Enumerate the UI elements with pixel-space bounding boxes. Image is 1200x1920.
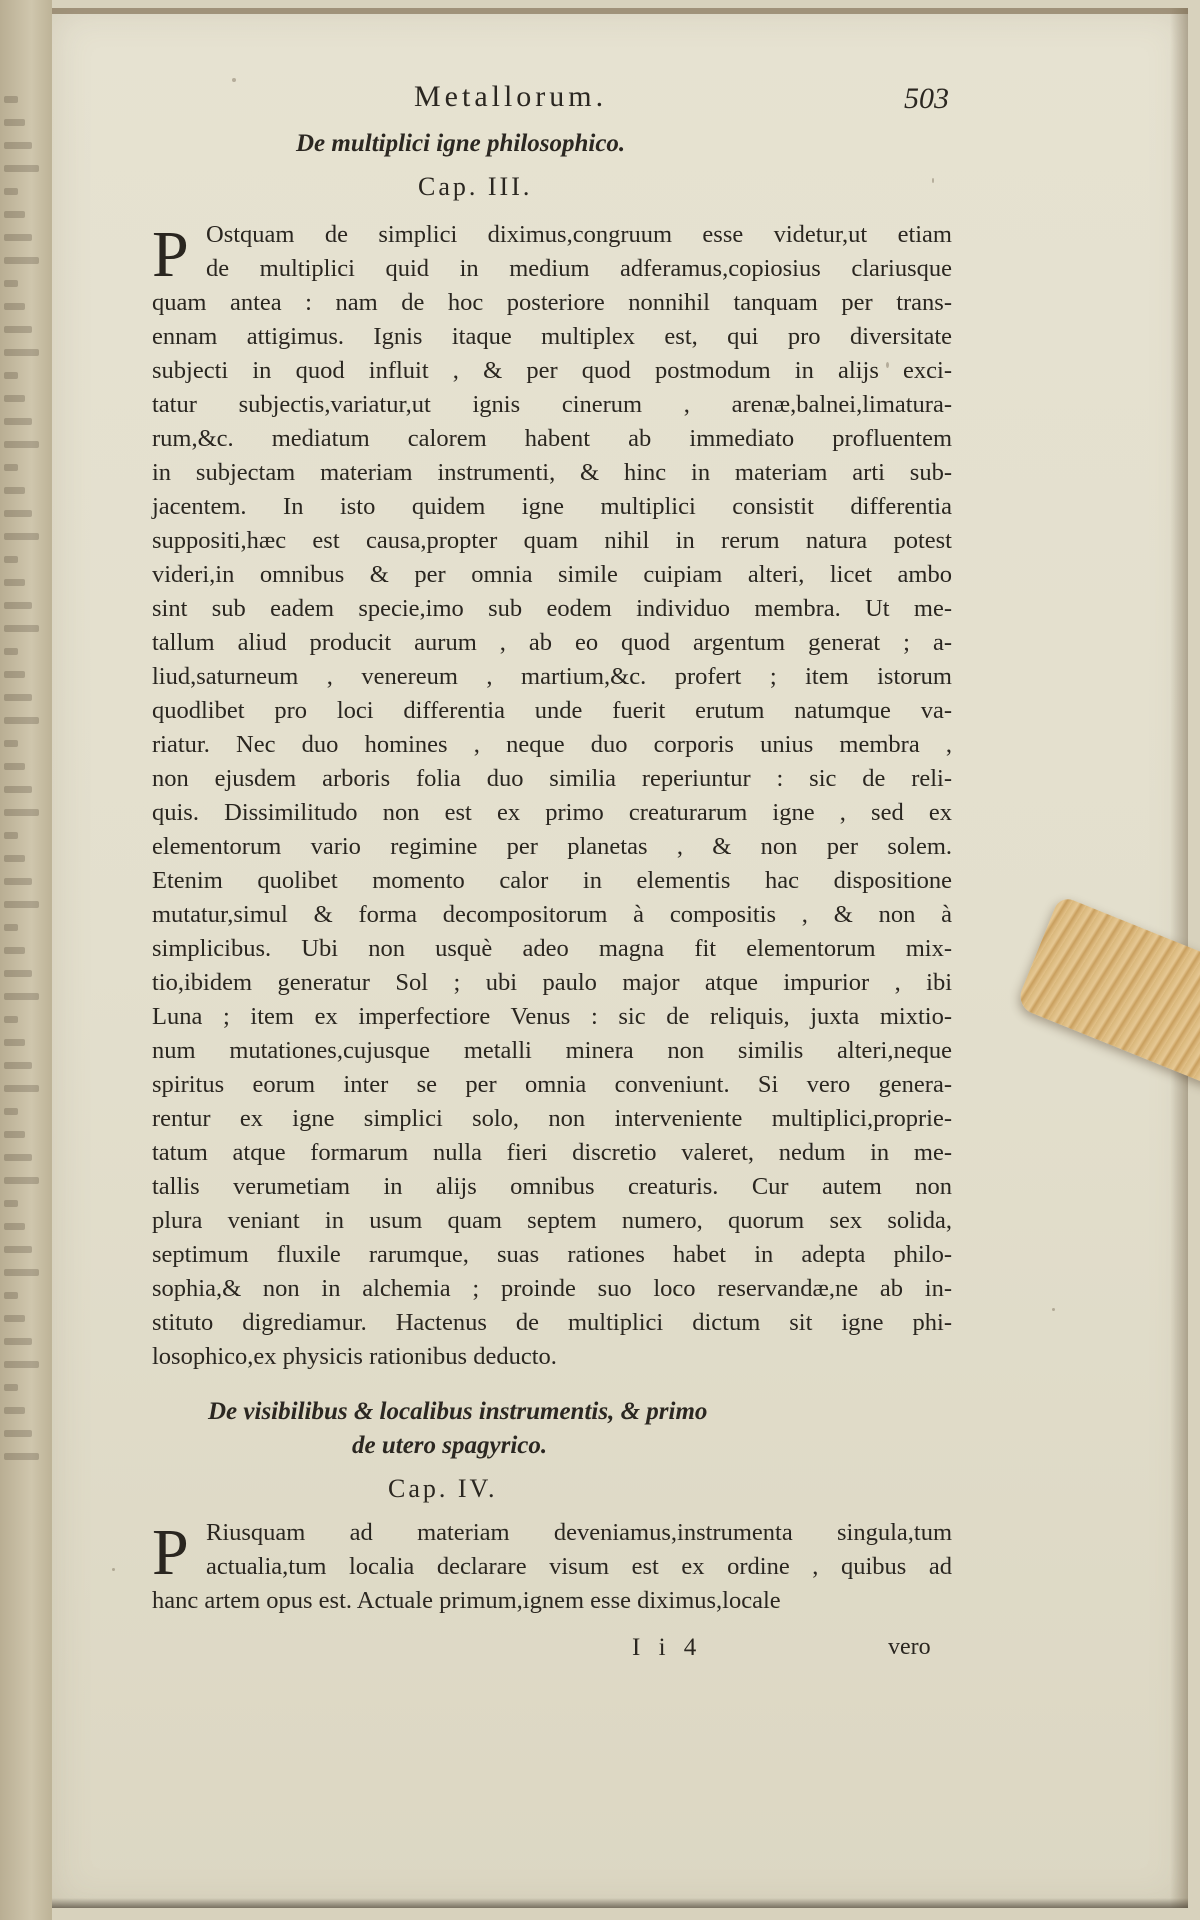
bleed-through-mark	[4, 1246, 32, 1253]
bleed-through-mark	[4, 947, 25, 954]
text-line: plura veniant in usum quam septem numero, quorum sex solida,	[152, 1207, 952, 1234]
text-line: elementorum vario regimine per planetas , & non per solem.	[152, 833, 952, 860]
text-line: non ejusdem arboris folia duo similia reperiuntur : sic de reli-	[152, 765, 952, 792]
bleed-through-mark	[4, 119, 25, 126]
bleed-through-mark	[4, 1085, 39, 1092]
text-line: Luna ; item ex imperfectiore Venus : sic de reliquis, juxta mixtio-	[152, 1003, 952, 1030]
bleed-through-mark	[4, 1062, 32, 1069]
bleed-through-mark	[4, 1384, 18, 1391]
text-line: riatur. Nec duo homines , neque duo corporis unius membra ,	[152, 731, 952, 758]
chapter4-subtitle-line1: De visibilibus & localibus instrumentis, & primo	[208, 1398, 708, 1425]
text-line: tio,ibidem generatur Sol ; ubi paulo major atque impurior , ibi	[152, 969, 952, 996]
running-head: Metallorum.	[414, 80, 608, 113]
bleed-through-mark	[4, 510, 32, 517]
text-line: tallis verumetiam in alijs omnibus creaturis. Cur autem non	[152, 1173, 952, 1200]
bleed-through-mark	[4, 556, 18, 563]
bleed-through-mark	[4, 1315, 25, 1322]
chapter4-subtitle-line2: de utero spagyrico.	[352, 1432, 548, 1459]
text-line: septimum fluxile rarumque, suas rationes habet in adepta philo-	[152, 1241, 952, 1268]
bleed-through-mark	[4, 1154, 32, 1161]
bleed-through-mark	[4, 464, 18, 471]
text-line: suppositi,hæc est causa,propter quam nihil in rerum natura potest	[152, 527, 952, 554]
text-line: ennam attigimus. Ignis itaque multiplex est, qui pro diversitate	[152, 323, 952, 350]
bleed-through-mark	[4, 441, 39, 448]
chapter4-number: Cap. IV.	[388, 1474, 498, 1503]
bleed-through-mark	[4, 602, 32, 609]
text-line: Etenim quolibet momento calor in elementis hac dispositione	[152, 867, 952, 894]
bleed-through-mark	[4, 1453, 39, 1460]
text-line: tatum atque formarum nulla fieri discretio valeret, nedum in me-	[152, 1139, 952, 1166]
text-line: Ostquam de simplici diximus,congruum esse videtur,ut etiam	[206, 221, 952, 248]
bleed-through-mark	[4, 349, 39, 356]
chapter3-body	[152, 218, 952, 1374]
chapter3-number: Cap. III.	[418, 172, 533, 201]
bleed-through-mark	[4, 280, 18, 287]
bleed-through-mark	[4, 188, 18, 195]
text-line: sint sub eadem specie,imo sub eodem individuo membra. Ut me-	[152, 595, 952, 622]
bleed-through-mark	[4, 878, 32, 885]
bleed-through-mark	[4, 717, 39, 724]
chapter4-body	[152, 1516, 952, 1618]
page-number: 503	[904, 82, 949, 115]
bleed-through-mark	[4, 165, 39, 172]
text-line: Riusquam ad materiam deveniamus,instrumenta singula,tum	[206, 1519, 952, 1546]
bleed-through-mark	[4, 533, 39, 540]
bleed-through-mark	[4, 487, 25, 494]
text-line: quis. Dissimilitudo non est ex primo creaturarum igne , sed ex	[152, 799, 952, 826]
bleed-through-mark	[4, 303, 25, 310]
text-line: tatur subjectis,variatur,ut ignis cinerum , arenæ,balnei,limatura-	[152, 391, 952, 418]
text-line: liud,saturneum , venereum , martium,&c. profert ; item istorum	[152, 663, 952, 690]
text-line: sophia,& non in alchemia ; proinde suo loco reservandæ,ne ab in-	[152, 1275, 952, 1302]
page-sheet	[52, 8, 1188, 1908]
text-line: rum,&c. mediatum calorem habent ab immediato profluentem	[152, 425, 952, 452]
catchword: vero	[888, 1634, 931, 1660]
text-line: spiritus eorum inter se per omnia conveniunt. Si vero genera-	[152, 1071, 952, 1098]
bleed-through-mark	[4, 234, 32, 241]
text-line: in subjectam materiam instrumenti, & hinc in materiam arti sub-	[152, 459, 952, 486]
text-line: subjecti in quod influit , & per quod postmodum in alijs exci-	[152, 357, 952, 384]
bleed-through-mark	[4, 763, 25, 770]
bleed-through-mark	[4, 671, 25, 678]
bleed-through-mark	[4, 579, 25, 586]
bleed-through-mark	[4, 1430, 32, 1437]
text-line: actualia,tum localia declarare visum est ex ordine , quibus ad	[206, 1553, 952, 1580]
bleed-through-mark	[4, 1016, 18, 1023]
bleed-through-mark	[4, 372, 18, 379]
bleed-through-mark	[4, 142, 32, 149]
bleed-through-mark	[4, 1131, 25, 1138]
bleed-through-mark	[4, 326, 32, 333]
bleed-through-mark	[4, 970, 32, 977]
text-line: simplicibus. Ubi non usquè adeo magna fit elementorum mix-	[152, 935, 952, 962]
text-line: videri,in omnibus & per omnia simile cuipiam alteri, licet ambo	[152, 561, 952, 588]
bleed-through-mark	[4, 1108, 18, 1115]
text-line: losophico,ex physicis rationibus deducto.	[152, 1343, 557, 1370]
chapter3-dropcap: P	[152, 218, 189, 291]
page-top-edge	[52, 8, 1188, 14]
text-line: rentur ex igne simplici solo, non interveniente multiplici,proprie-	[152, 1105, 952, 1132]
bleed-through-mark	[4, 901, 39, 908]
bleed-through-mark	[4, 694, 32, 701]
bleed-through-mark	[4, 1039, 25, 1046]
bleed-through-mark	[4, 1269, 39, 1276]
text-line: stituto digrediamur. Hactenus de multiplici dictum sit igne phi-	[152, 1309, 952, 1336]
text-line: jacentem. In isto quidem igne multiplici consistit differentia	[152, 493, 952, 520]
bleed-through-mark	[4, 1407, 25, 1414]
text-line: de multiplici quid in medium adferamus,copiosius clariusque	[206, 255, 952, 282]
bleed-through-mark	[4, 832, 18, 839]
bleed-through-mark	[4, 1200, 18, 1207]
text-line: mutatur,simul & forma decompositorum à compositis , & non à	[152, 901, 952, 928]
bleed-through-mark	[4, 96, 18, 103]
bleed-through-mark	[4, 924, 18, 931]
chapter4-dropcap: P	[152, 1516, 189, 1589]
chapter3-subtitle: De multiplici igne philosophico.	[296, 130, 626, 157]
text-line: tallum aliud producit aurum , ab eo quod argentum generat ; a-	[152, 629, 952, 656]
bleed-through-mark	[4, 740, 18, 747]
bleed-through-mark	[4, 1361, 39, 1368]
bleed-through-mark	[4, 1292, 18, 1299]
text-line: quodlibet pro loci differentia unde fuerit erutum natumque va-	[152, 697, 952, 724]
bleed-through-mark	[4, 395, 25, 402]
page-bottom-edge	[52, 1898, 1188, 1908]
bleed-through-mark	[4, 418, 32, 425]
bleed-through-mark	[4, 1223, 25, 1230]
bleed-through-mark	[4, 809, 39, 816]
bleed-through-mark	[4, 1338, 32, 1345]
binding-gutter	[0, 0, 52, 1920]
text-line: quam antea : nam de hoc posteriore nonnihil tanquam per trans-	[152, 289, 952, 316]
bleed-through-mark	[4, 993, 39, 1000]
bleed-through-mark	[4, 257, 39, 264]
bleed-through-mark	[4, 855, 25, 862]
signature-mark: I i 4	[632, 1634, 703, 1661]
bleed-through-mark	[4, 211, 25, 218]
bleed-through-mark	[4, 648, 18, 655]
text-line: num mutationes,cujusque metalli minera non similis alteri,neque	[152, 1037, 952, 1064]
bleed-through-mark	[4, 786, 32, 793]
bleed-through-mark	[4, 625, 39, 632]
text-line: hanc artem opus est. Actuale primum,ignem esse diximus,locale	[152, 1587, 781, 1614]
bleed-through-mark	[4, 1177, 39, 1184]
